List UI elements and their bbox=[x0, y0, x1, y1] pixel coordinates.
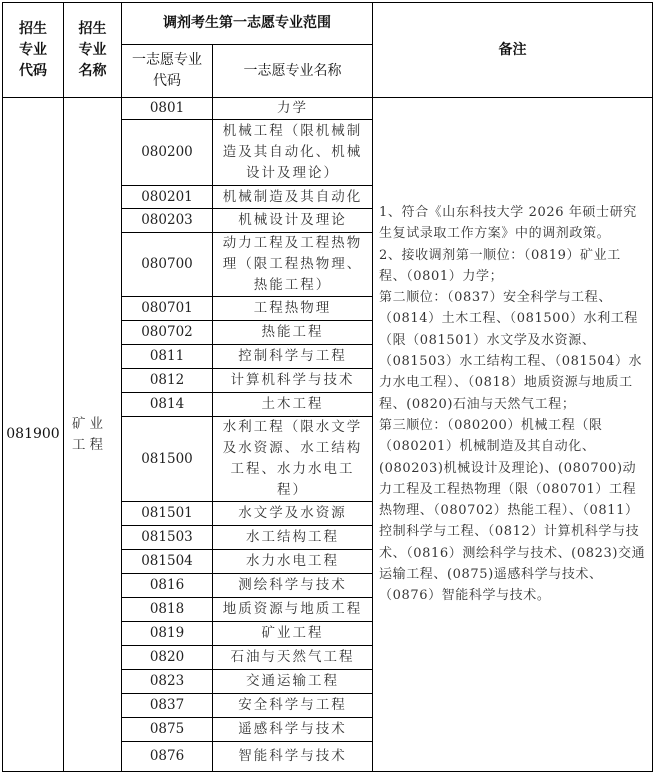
first-choice-name: 水力水电工程 bbox=[213, 550, 373, 574]
first-choice-name: 地质资源与地质工程 bbox=[213, 598, 373, 622]
header-first-name: 一志愿专业名称 bbox=[213, 45, 373, 98]
first-choice-name: 力学 bbox=[213, 98, 373, 120]
first-choice-code: 080201 bbox=[122, 186, 213, 209]
first-choice-name: 安全科学与工程 bbox=[213, 694, 373, 718]
first-choice-name: 热能工程 bbox=[213, 321, 373, 345]
first-choice-code: 0823 bbox=[122, 670, 213, 694]
first-choice-code: 081501 bbox=[122, 502, 213, 526]
first-choice-code: 0818 bbox=[122, 598, 213, 622]
remark-paragraph: 2、接收调剂第一顺位：（0819）矿业工程、（0801）力学； bbox=[379, 247, 621, 284]
first-choice-name: 测绘科学与技术 bbox=[213, 574, 373, 598]
adjustment-table bbox=[2, 2, 653, 772]
first-choice-code: 0820 bbox=[122, 646, 213, 670]
recruit-name: 矿业工程 bbox=[64, 98, 122, 772]
first-choice-code: 080702 bbox=[122, 321, 213, 345]
first-choice-name: 交通运输工程 bbox=[213, 670, 373, 694]
table-row bbox=[3, 98, 653, 120]
first-choice-code: 0816 bbox=[122, 574, 213, 598]
first-choice-name: 工程热物理 bbox=[213, 297, 373, 321]
first-choice-name: 水利工程（限水文学及水资源、水工结构工程、水力水电工程） bbox=[213, 417, 373, 502]
first-choice-name: 智能科学与技术 bbox=[213, 742, 373, 772]
first-choice-name: 机械设计及理论 bbox=[213, 209, 373, 233]
first-choice-name: 水文学及水资源 bbox=[213, 502, 373, 526]
first-choice-code: 080203 bbox=[122, 209, 213, 233]
first-choice-code: 080701 bbox=[122, 297, 213, 321]
first-choice-code: 081504 bbox=[122, 550, 213, 574]
first-choice-name: 土木工程 bbox=[213, 393, 373, 417]
first-choice-name: 水工结构工程 bbox=[213, 526, 373, 550]
first-choice-name: 控制科学与工程 bbox=[213, 345, 373, 369]
remark-paragraph: 1、符合《山东科技大学 2026 年硕士研究生复试录取工作方案》中的调剂政策。 bbox=[379, 205, 637, 242]
first-choice-name: 机械工程（限机械制造及其自动化、机械设计及理论） bbox=[213, 120, 373, 186]
recruit-code: 081900 bbox=[3, 98, 64, 772]
header-first-code: 一志愿专业代码 bbox=[122, 45, 213, 98]
first-choice-code: 0811 bbox=[122, 345, 213, 369]
header-recruit-code: 招生专业代码 bbox=[3, 3, 64, 98]
first-choice-code: 080700 bbox=[122, 233, 213, 297]
first-choice-code: 0875 bbox=[122, 718, 213, 742]
first-choice-code: 0819 bbox=[122, 622, 213, 646]
first-choice-name: 动力工程及工程热物理（限工程热物理、热能工程） bbox=[213, 233, 373, 297]
first-choice-name: 矿业工程 bbox=[213, 622, 373, 646]
first-choice-code: 080200 bbox=[122, 120, 213, 186]
first-choice-name: 机械制造及其自动化 bbox=[213, 186, 373, 209]
remark-paragraph: 第三顺位：（080200）机械工程（限（080201）机械制造及其自动化、(080203)机械设计及理论)、(080700)动力工程及工程热物理（限（080701）工程热物理、（080702）热能工程）、（0811）控制科学与工程、（0812）计算机科学与技术、（0816）测绘科学与技术、(0823)交通运输工程、(0875)遥感科学与技术、（0876）智能科学与技术。 bbox=[379, 417, 646, 604]
first-choice-name: 计算机科学与技术 bbox=[213, 369, 373, 393]
first-choice-code: 0814 bbox=[122, 393, 213, 417]
first-choice-name: 石油与天然气工程 bbox=[213, 646, 373, 670]
header-scope: 调剂考生第一志愿专业范围 bbox=[122, 3, 373, 45]
first-choice-code: 081503 bbox=[122, 526, 213, 550]
first-choice-name: 遥感科学与技术 bbox=[213, 718, 373, 742]
first-choice-code: 081500 bbox=[122, 417, 213, 502]
first-choice-code: 0876 bbox=[122, 742, 213, 772]
first-choice-code: 0812 bbox=[122, 369, 213, 393]
remark-paragraph: 第二顺位：（0837）安全科学与工程、（0814）土木工程、（081500）水利工程（限（081501）水文学及水资源、（081503）水工结构工程、（081504）水力水电工程）、（0818）地质资源与地质工程、(0820)石油与天然气工程； bbox=[379, 290, 643, 412]
header-recruit-name: 招生专业名称 bbox=[64, 3, 122, 98]
header-remark: 备注 bbox=[373, 3, 653, 98]
first-choice-code: 0837 bbox=[122, 694, 213, 718]
remark-cell bbox=[373, 98, 653, 772]
first-choice-code: 0801 bbox=[122, 98, 213, 120]
